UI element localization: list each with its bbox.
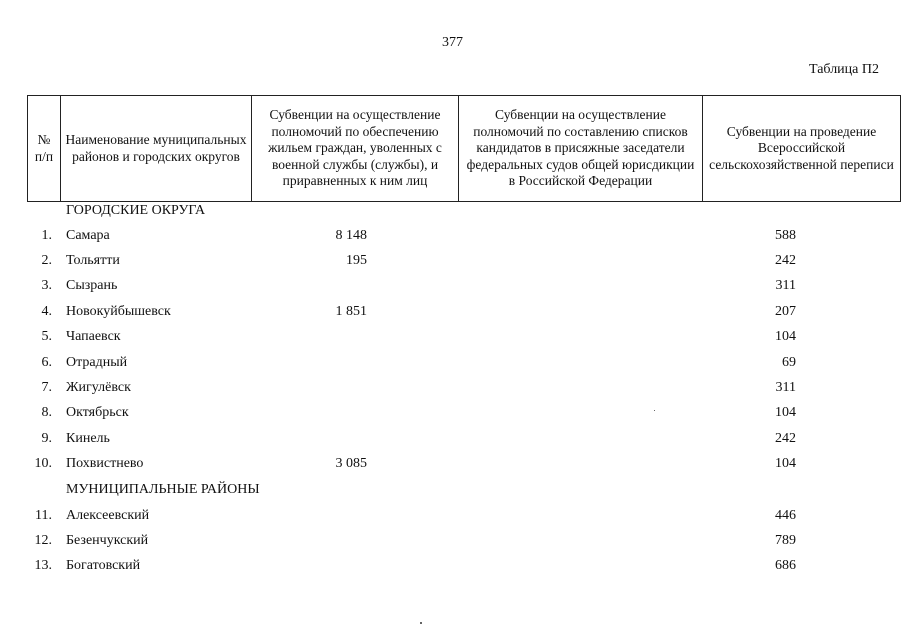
row-census-value: 242 — [775, 431, 796, 446]
table-row — [0, 405, 905, 425]
row-census-value: 311 — [775, 380, 796, 395]
row-housing-value: 1 851 — [335, 304, 367, 319]
row-name: Тольятти — [66, 253, 120, 268]
row-name: Безенчукский — [66, 533, 149, 548]
table-row — [0, 329, 905, 349]
table-row — [0, 278, 905, 298]
row-census-value: 789 — [775, 533, 796, 548]
table-row — [0, 355, 905, 375]
row-name: Отрадный — [66, 355, 128, 370]
row-census-value: 104 — [775, 456, 796, 471]
table-row — [0, 456, 905, 476]
row-housing-value: 8 148 — [335, 228, 367, 243]
row-number: 9. — [41, 431, 52, 446]
row-census-value: 104 — [775, 329, 796, 344]
table-row — [0, 558, 905, 578]
row-number: 3. — [41, 278, 52, 293]
row-name: Жигулёвск — [66, 380, 131, 395]
row-number: 12. — [34, 533, 52, 548]
row-name: Новокуйбышевск — [66, 304, 171, 319]
row-number: 2. — [41, 253, 52, 268]
header-col-jurors: Субвенции на осуществление полномочий по составлению списков кандидатов в присяжные заседатели федеральных судов общей юрисдикции в Российской Федерации — [459, 96, 703, 202]
table-row — [0, 380, 905, 400]
row-census-value: 446 — [775, 508, 796, 523]
table-header — [27, 95, 901, 202]
row-housing-value: 195 — [346, 253, 367, 268]
scan-speck — [654, 410, 655, 411]
row-name: Похвистнево — [66, 456, 144, 471]
header-col-name: Наименование муниципальных районов и городских округов — [61, 96, 252, 202]
header-col-housing: Субвенции на осуществление полномочий по обеспечению жильем граждан, уволенных с военной службы (службы), и приравненных к ним лиц — [252, 96, 459, 202]
section-title-municipal-districts: МУНИЦИПАЛЬНЫЕ РАЙОНЫ — [66, 482, 260, 497]
section-title-urban-districts: ГОРОДСКИЕ ОКРУГА — [66, 203, 206, 218]
row-census-value: 104 — [775, 405, 796, 420]
row-number: 10. — [34, 456, 52, 471]
table-row — [0, 431, 905, 451]
row-name: Богатовский — [66, 558, 141, 573]
row-census-value: 207 — [775, 304, 796, 319]
table-row — [0, 253, 905, 273]
row-number: 6. — [41, 355, 52, 370]
row-number: 1. — [41, 228, 52, 243]
header-col-census: Субвенции на проведение Всероссийской сельскохозяйственной переписи — [703, 96, 901, 202]
table-row — [0, 533, 905, 553]
row-census-value: 588 — [775, 228, 796, 243]
table-row — [0, 304, 905, 324]
table-label: Таблица П2 — [809, 62, 879, 77]
row-number: 7. — [41, 380, 52, 395]
row-name: Кинель — [66, 431, 110, 446]
row-number: 8. — [41, 405, 52, 420]
row-census-value: 69 — [782, 355, 796, 370]
row-number: 13. — [34, 558, 52, 573]
page-number: 377 — [442, 35, 463, 50]
row-census-value: 242 — [775, 253, 796, 268]
table-row — [0, 508, 905, 528]
row-name: Сызрань — [66, 278, 118, 293]
row-name: Октябрьск — [66, 405, 129, 420]
row-census-value: 311 — [775, 278, 796, 293]
row-number: 5. — [41, 329, 52, 344]
scan-speck — [420, 622, 422, 624]
row-number: 11. — [35, 508, 52, 523]
row-name: Самара — [66, 228, 110, 243]
row-name: Чапаевск — [66, 329, 121, 344]
row-name: Алексеевский — [66, 508, 150, 523]
header-col-number: № п/п — [28, 96, 61, 202]
row-census-value: 686 — [775, 558, 796, 573]
row-number: 4. — [41, 304, 52, 319]
row-housing-value: 3 085 — [335, 456, 367, 471]
table-row — [0, 228, 905, 248]
